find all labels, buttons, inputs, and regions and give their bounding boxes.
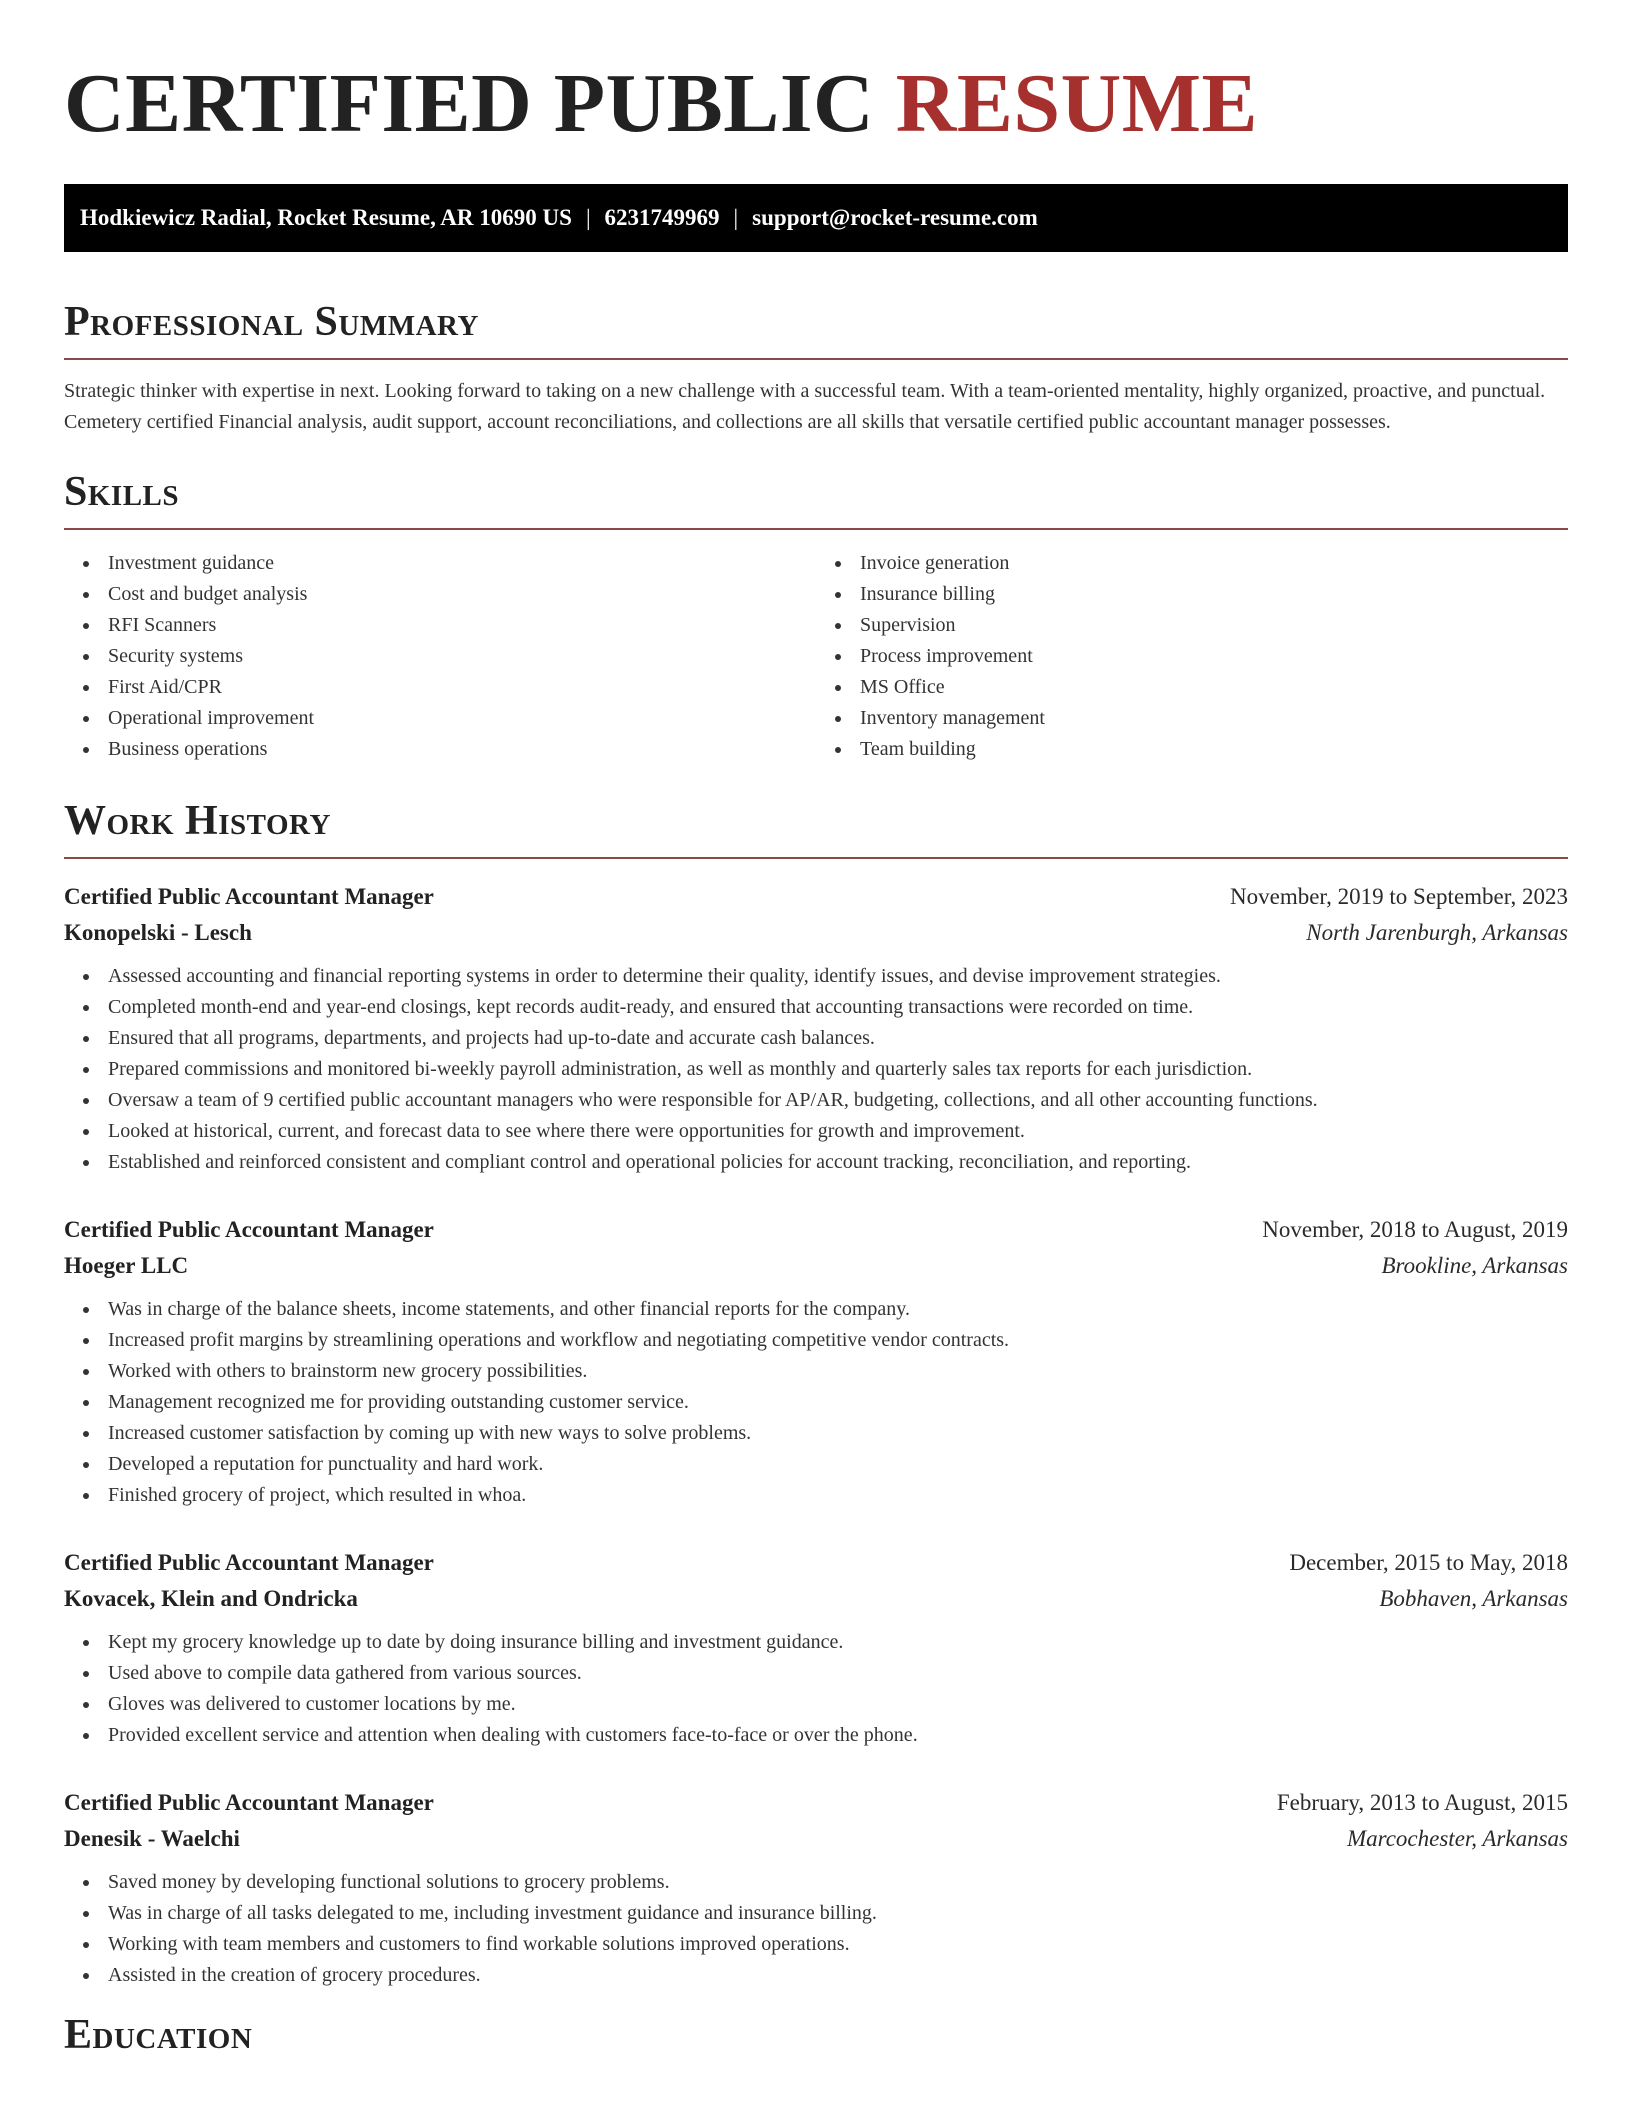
job-duties-list	[64, 1627, 1568, 1751]
duty-item: Assisted in the creation of grocery procedures.	[108, 1960, 1568, 1991]
job-entry	[64, 879, 1568, 1178]
duty-item: Oversaw a team of 9 certified public accountant managers who were responsible for AP/AR, budgeting, collections, and all other accounting functions.	[108, 1085, 1568, 1116]
duty-item: Was in charge of all tasks delegated to me, including investment guidance and insurance billing.	[108, 1898, 1568, 1929]
duty-item: Used above to compile data gathered from various sources.	[108, 1658, 1568, 1689]
section-divider	[64, 358, 1568, 360]
professional-summary-section	[64, 296, 1568, 438]
duty-item: Prepared commissions and monitored bi-weekly payroll administration, as well as monthly and quarterly sales tax reports for each jurisdiction.	[108, 1054, 1568, 1085]
duty-item: Saved money by developing functional solutions to grocery problems.	[108, 1867, 1568, 1898]
skills-section	[64, 466, 1568, 765]
skill-item: RFI Scanners	[108, 610, 816, 641]
skill-item: Invoice generation	[860, 548, 1568, 579]
job-title-row	[64, 1545, 1568, 1581]
job-location: Brookline, Arkansas	[1381, 1253, 1568, 1278]
job-duties-list	[64, 1867, 1568, 1991]
duty-item: Assessed accounting and financial reporting systems in order to determine their quality, identify issues, and devise improvement strategies.	[108, 961, 1568, 992]
job-entry	[64, 1212, 1568, 1511]
duty-item: Established and reinforced consistent and compliant control and operational policies for account tracking, reconciliation, and reporting.	[108, 1147, 1568, 1178]
section-divider	[64, 857, 1568, 859]
job-title-row	[64, 879, 1568, 915]
job-company-row	[64, 1821, 1568, 1857]
job-dates: February, 2013 to August, 2015	[1276, 1790, 1568, 1815]
job-location: Bobhaven, Arkansas	[1379, 1586, 1568, 1611]
contact-address: Hodkiewicz Radial, Rocket Resume, AR 10690 US	[80, 205, 572, 230]
duty-item: Increased customer satisfaction by coming up with new ways to solve problems.	[108, 1418, 1568, 1449]
job-title: Certified Public Accountant Manager	[64, 1790, 434, 1815]
job-title: Certified Public Accountant Manager	[64, 1550, 434, 1575]
duty-item: Provided excellent service and attention when dealing with customers face-to-face or over the phone.	[108, 1720, 1568, 1751]
duty-item: Was in charge of the balance sheets, income statements, and other financial reports for the company.	[108, 1294, 1568, 1325]
job-dates: November, 2018 to August, 2019	[1262, 1217, 1568, 1242]
skill-item: Supervision	[860, 610, 1568, 641]
skills-list-left	[64, 548, 816, 765]
duty-item: Working with team members and customers to find workable solutions improved operations.	[108, 1929, 1568, 1960]
skill-item: Inventory management	[860, 703, 1568, 734]
skills-grid	[64, 548, 1568, 765]
job-entry	[64, 1785, 1568, 1991]
job-duties-list	[64, 1294, 1568, 1511]
duty-item: Completed month-end and year-end closings, kept records audit-ready, and ensured that accounting transactions were recorded on time.	[108, 992, 1568, 1023]
skill-item: Operational improvement	[108, 703, 816, 734]
skill-item: Security systems	[108, 641, 816, 672]
job-entry	[64, 1545, 1568, 1751]
skill-item: Insurance billing	[860, 579, 1568, 610]
job-company: Hoeger LLC	[64, 1253, 189, 1278]
duty-item: Worked with others to brainstorm new grocery possibilities.	[108, 1356, 1568, 1387]
section-title-skills: Skills	[64, 469, 180, 515]
resume-name-heading	[64, 58, 1568, 150]
summary-text: Strategic thinker with expertise in next. Looking forward to taking on a new challenge with a successful team. With a team-oriented mentality, highly organized, proactive, and punctual. Cemetery certified Financial analysis, audit support, account reconciliations, and collections are all skills that versatile certified public accountant manager possesses.	[64, 380, 1546, 433]
contact-email: support@rocket-resume.com	[752, 205, 1038, 230]
skill-item: Cost and budget analysis	[108, 579, 816, 610]
section-title-education: Education	[64, 2012, 253, 2058]
duty-item: Developed a reputation for punctuality and hard work.	[108, 1449, 1568, 1480]
contact-bar	[64, 184, 1568, 252]
job-location: Marcochester, Arkansas	[1346, 1826, 1568, 1851]
job-duties-list	[64, 961, 1568, 1178]
skill-item: First Aid/CPR	[108, 672, 816, 703]
job-dates: November, 2019 to September, 2023	[1230, 884, 1568, 909]
name-part-accent: RESUME	[895, 57, 1259, 150]
contact-separator: |	[585, 205, 591, 230]
job-location: North Jarenburgh, Arkansas	[1306, 920, 1568, 945]
skills-list-right	[816, 548, 1568, 765]
contact-phone: 6231749969	[604, 205, 720, 230]
job-company: Konopelski - Lesch	[64, 920, 252, 945]
skill-item: Process improvement	[860, 641, 1568, 672]
name-part-primary: CERTIFIED PUBLIC	[64, 57, 875, 150]
section-divider	[64, 528, 1568, 530]
duty-item: Management recognized me for providing outstanding customer service.	[108, 1387, 1568, 1418]
contact-separator: |	[733, 205, 739, 230]
job-title-row	[64, 1212, 1568, 1248]
job-dates: December, 2015 to May, 2018	[1289, 1550, 1568, 1575]
job-company: Denesik - Waelchi	[64, 1826, 240, 1851]
duty-item: Kept my grocery knowledge up to date by doing insurance billing and investment guidance.	[108, 1627, 1568, 1658]
skill-item: MS Office	[860, 672, 1568, 703]
section-title-summary: Professional Summary	[64, 299, 479, 345]
duty-item: Ensured that all programs, departments, and projects had up-to-date and accurate cash balances.	[108, 1023, 1568, 1054]
skill-item: Investment guidance	[108, 548, 816, 579]
education-section	[64, 2009, 1568, 2061]
skill-item: Business operations	[108, 734, 816, 765]
duty-item: Looked at historical, current, and forecast data to see where there were opportunities for growth and improvement.	[108, 1116, 1568, 1147]
duty-item: Increased profit margins by streamlining operations and workflow and negotiating competitive vendor contracts.	[108, 1325, 1568, 1356]
work-history-section	[64, 795, 1568, 1991]
job-company-row	[64, 915, 1568, 951]
skill-item: Team building	[860, 734, 1568, 765]
job-title: Certified Public Accountant Manager	[64, 884, 434, 909]
job-title: Certified Public Accountant Manager	[64, 1217, 434, 1242]
duty-item: Finished grocery of project, which resulted in whoa.	[108, 1480, 1568, 1511]
section-title-work-history: Work History	[64, 798, 331, 844]
job-company-row	[64, 1581, 1568, 1617]
job-company: Kovacek, Klein and Ondricka	[64, 1586, 358, 1611]
job-title-row	[64, 1785, 1568, 1821]
duty-item: Gloves was delivered to customer locations by me.	[108, 1689, 1568, 1720]
job-company-row	[64, 1248, 1568, 1284]
